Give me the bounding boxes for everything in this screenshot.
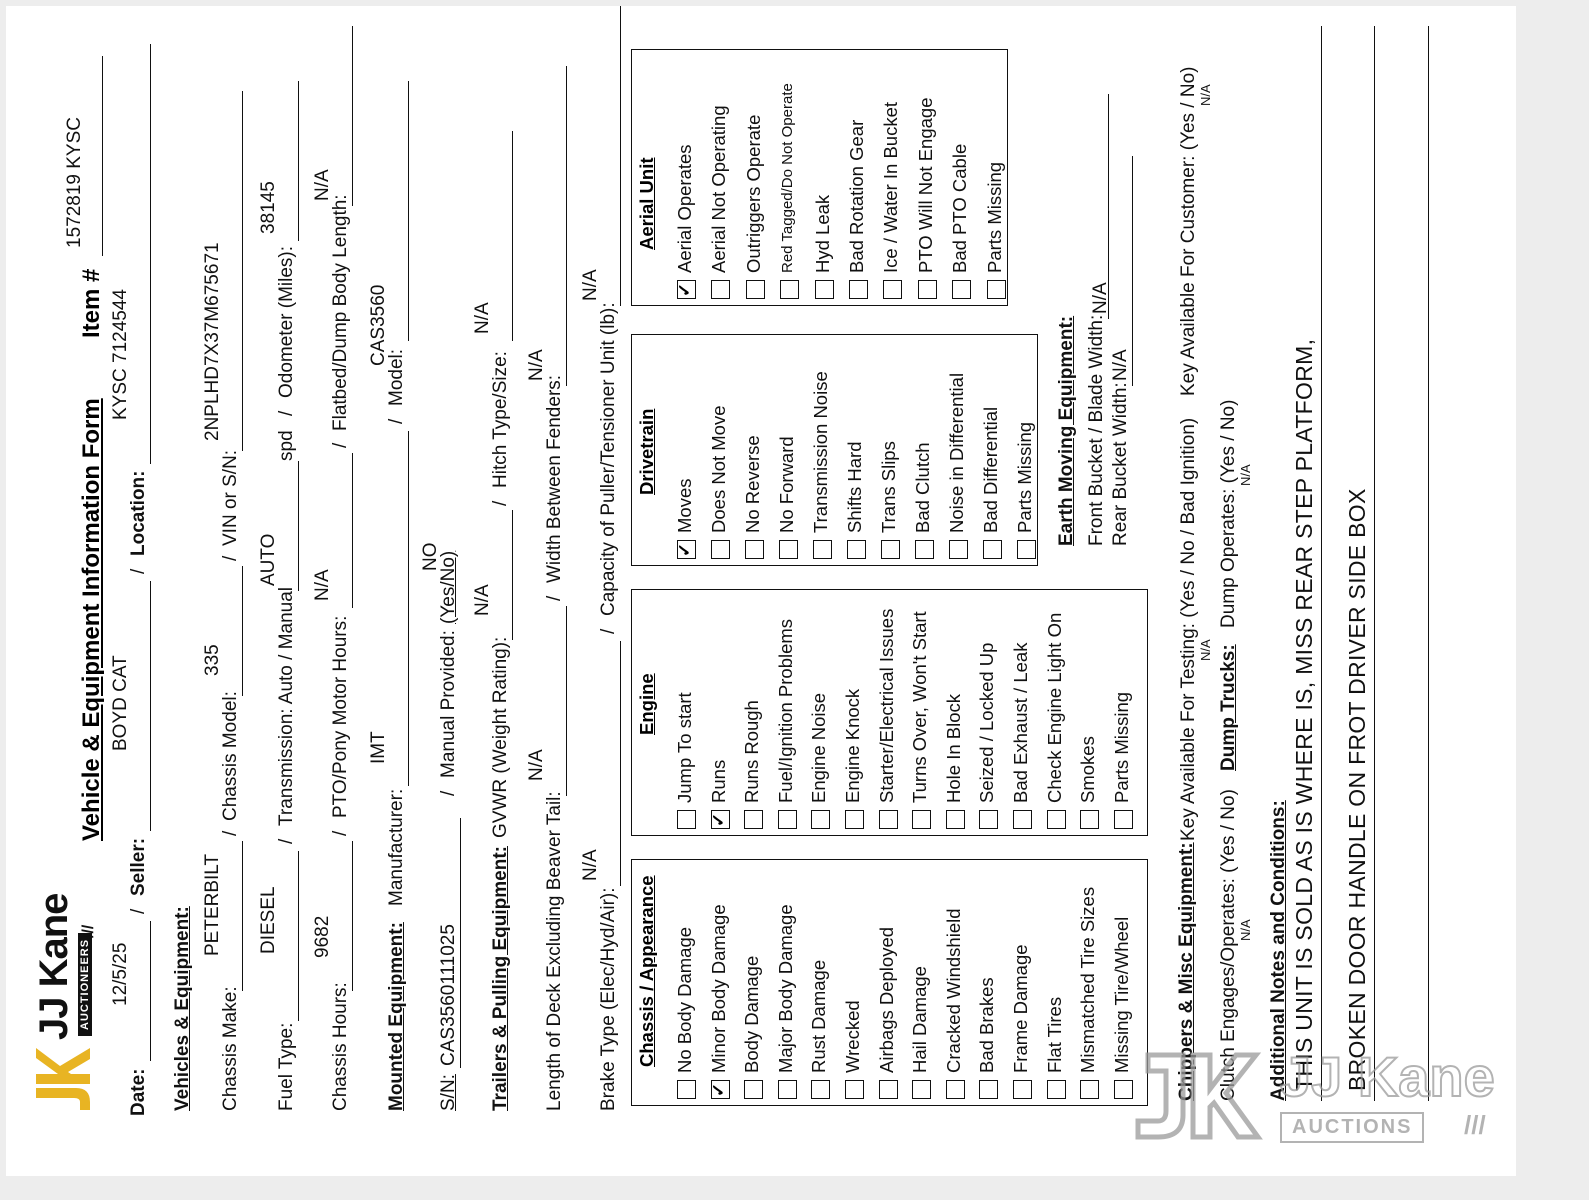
checkmark-icon: ✓	[708, 1082, 728, 1097]
engine-item[interactable]	[943, 541, 977, 829]
engine-item[interactable]	[842, 541, 876, 829]
form-title: Vehicle & Equipment Information Form	[78, 398, 105, 841]
chassis-appearance-checkbox[interactable]	[979, 1080, 998, 1099]
transmission-underline	[298, 461, 299, 591]
engine-item[interactable]	[1010, 541, 1044, 829]
drivetrain-item-label: Bad Clutch	[912, 442, 933, 533]
watermark-sub: AUCTIONS	[1280, 1112, 1424, 1143]
aerial-item[interactable]	[984, 121, 1018, 299]
rear-bucket-underline	[1132, 156, 1133, 386]
model-value: CAS3560	[368, 284, 389, 366]
chassis-appearance-item-label: Mismatched Tire Sizes	[1077, 886, 1099, 1073]
chassis-appearance-item-label: Flat Tires	[1043, 996, 1065, 1073]
chassis-appearance-item[interactable]	[976, 811, 1010, 1099]
earth-moving-heading: Earth Moving Equipment:	[1056, 315, 1077, 546]
drivetrain-item[interactable]	[674, 331, 708, 559]
engine-item[interactable]	[1044, 541, 1078, 829]
engine-checkbox[interactable]	[1047, 810, 1066, 829]
aerial-checkbox[interactable]	[677, 280, 696, 299]
transmission-label: Transmission: Auto / Manual	[276, 586, 297, 826]
clutch-value: N/A	[1238, 919, 1253, 941]
engine-checkbox[interactable]	[811, 810, 830, 829]
hitch-value: N/A	[472, 302, 493, 334]
sn-label: S/N:	[438, 1074, 459, 1111]
deck-label: Length of Deck Excluding Beaver Tail:	[544, 791, 565, 1111]
aerial-item[interactable]	[812, 121, 846, 299]
chassis-appearance-checkbox[interactable]	[744, 1080, 763, 1099]
drivetrain-item-label: Moves	[674, 478, 695, 533]
mounted-heading: Mounted Equipment:	[386, 922, 407, 1111]
chassis-appearance-checkbox[interactable]	[1013, 1080, 1032, 1099]
chassis-appearance-item[interactable]	[775, 811, 809, 1099]
aerial-item[interactable]	[708, 105, 742, 299]
puller-value: N/A	[580, 269, 601, 301]
vehicles-heading: Vehicles & Equipment:	[172, 906, 193, 1111]
slash-12: /	[544, 595, 565, 601]
drivetrain-item-label: Bad Differential	[980, 406, 1001, 533]
fenders-label: Width Between Fenders:	[544, 374, 565, 583]
chassis-appearance-item-label: Minor Body Damage	[707, 904, 729, 1073]
chassis-appearance-item-label: Bad Brakes	[976, 977, 998, 1073]
engine-item[interactable]	[909, 541, 943, 829]
engine-item-label: Engine Noise	[808, 692, 830, 803]
pto-label: PTO/Pony Motor Hours:	[330, 615, 351, 818]
chassis-appearance-checkbox[interactable]	[912, 1080, 931, 1099]
chassis-make-value: PETERBILT	[202, 853, 223, 956]
manual-value: NO	[420, 542, 441, 571]
chassis-appearance-item[interactable]	[674, 811, 708, 1099]
manual-label: Manual Provided:	[438, 630, 459, 778]
aerial-checkbox[interactable]	[849, 280, 868, 299]
chassis-appearance-checkbox[interactable]	[946, 1080, 965, 1099]
aerial-item[interactable]	[949, 121, 983, 299]
engine-item[interactable]	[708, 541, 742, 829]
aerial-checkbox[interactable]	[987, 280, 1006, 299]
vin-underline	[242, 91, 243, 451]
engine-item-label: Hole In Block	[942, 694, 964, 803]
drivetrain-item[interactable]	[742, 331, 776, 559]
key-customer-label: Key Available For Customer: (Yes / No)	[1178, 66, 1199, 396]
gvwr-label: GVWR (Weight Rating):	[490, 636, 511, 838]
chassis-appearance-checkbox[interactable]	[778, 1080, 797, 1099]
aerial-item-label: PTO Will Not Engage	[914, 97, 936, 273]
puller-underline	[620, 6, 621, 306]
engine-checkbox[interactable]	[1080, 810, 1099, 829]
engine-item-label: Smokes	[1077, 736, 1099, 803]
slash-13: /	[598, 628, 619, 634]
dump-label: Dump Operates: (Yes / No)	[1218, 399, 1239, 628]
slash-5: /	[276, 838, 297, 844]
drivetrain-checkbox[interactable]	[813, 540, 832, 559]
chassis-appearance-item-label: No Body Damage	[674, 926, 695, 1073]
watermark-text: JJ Kane	[1280, 1045, 1495, 1108]
chassis-appearance-item-label: Cracked Windshield	[942, 908, 964, 1073]
aerial-checkbox[interactable]	[711, 280, 730, 299]
aerial-item-label: Bad Rotation Gear	[846, 119, 867, 273]
engine-item[interactable]	[674, 541, 708, 829]
front-bucket-value: N/A	[1090, 282, 1111, 314]
vin-label: VIN or S/N:	[220, 449, 241, 546]
chassis-appearance-box	[631, 859, 1148, 1106]
chassis-appearance-item[interactable]	[1044, 811, 1078, 1099]
flatbed-label: Flatbed/Dump Body Length:	[330, 194, 351, 431]
item-underline	[102, 56, 103, 256]
checkmark-icon: ✓	[708, 812, 728, 827]
location-label: Location:	[128, 470, 149, 556]
watermark-jk-icon	[1128, 1045, 1278, 1145]
engine-item-label: Parts Missing	[1110, 691, 1132, 803]
model-label: Model:	[386, 348, 407, 406]
drivetrain-checkbox[interactable]	[847, 540, 866, 559]
aerial-item-label: Hyd Leak	[811, 194, 833, 273]
drivetrain-item[interactable]	[1014, 331, 1048, 559]
aerial-item[interactable]	[846, 121, 880, 299]
pto-underline	[352, 453, 353, 608]
slash-2: /	[128, 568, 149, 574]
chassis-hours-underline	[352, 841, 353, 991]
chassis-appearance-item[interactable]	[708, 811, 742, 1099]
drivetrain-item[interactable]	[810, 331, 844, 559]
engine-checkbox[interactable]	[708, 810, 730, 829]
aerial-item-label: Red Tagged/Do Not Operate	[779, 83, 797, 273]
key-testing-value: N/A	[1198, 639, 1213, 661]
puller-label: Capacity of Puller/Tensioner Unit (lb):	[598, 302, 619, 616]
jk-logo-icon	[28, 1046, 98, 1116]
aerial-checkbox[interactable]	[883, 280, 902, 299]
slash-1: /	[128, 908, 149, 914]
chassis-appearance-item-label: Missing Tire/Wheel	[1110, 916, 1132, 1073]
watermark	[1128, 1040, 1528, 1150]
date-label: Date:	[128, 1068, 149, 1116]
chassis-appearance-item[interactable]	[808, 811, 842, 1099]
engine-heading: Engine	[636, 673, 657, 735]
chassis-appearance-item[interactable]	[1077, 811, 1111, 1099]
drivetrain-checkbox[interactable]	[711, 540, 730, 559]
form-page	[6, 6, 1516, 1176]
chassis-make-underline	[242, 841, 243, 991]
drivetrain-checkbox[interactable]	[949, 540, 968, 559]
misc-heading: Chippers & Misc Equipment:	[1176, 842, 1197, 1101]
dump-value: N/A	[1238, 464, 1253, 486]
slash-3: /	[220, 830, 241, 836]
drivetrain-item-label: Shifts Hard	[844, 441, 865, 533]
slash-8: /	[330, 442, 351, 448]
odometer-underline	[298, 81, 299, 241]
engine-checkbox[interactable]	[912, 810, 931, 829]
aerial-item[interactable]	[777, 83, 811, 299]
fenders-value: N/A	[526, 349, 547, 381]
key-testing-label: Key Available For Testing: (Yes / No / Bad Ignition)	[1178, 417, 1199, 841]
brake-value: N/A	[580, 849, 601, 881]
aerial-item-label: Ice / Water In Bucket	[880, 101, 902, 273]
manufacturer-value: IMT	[368, 731, 389, 764]
rotated-form	[6, 6, 1516, 1176]
engine-item[interactable]	[1111, 541, 1145, 829]
chassis-appearance-item-label: Hail Damage	[909, 966, 931, 1073]
notes-line-1-text: THIS UNIT IS SOLD AS IS WHERE IS, MISS REAR STEP PLATFORM,	[1291, 338, 1317, 1091]
front-bucket-label: Front Bucket / Blade Width:	[1086, 314, 1107, 546]
odometer-label: Odometer (Miles):	[276, 245, 297, 398]
slash-6: /	[276, 410, 297, 416]
drivetrain-item-label: No Forward	[776, 436, 797, 533]
drivetrain-item-label: No Reverse	[742, 435, 763, 533]
drivetrain-item-label: Transmission Noise	[810, 371, 831, 533]
manufacturer-underline	[408, 431, 409, 786]
deck-value: N/A	[526, 749, 547, 781]
chassis-appearance-item[interactable]	[842, 811, 876, 1099]
sn-underline	[460, 818, 461, 1068]
drivetrain-item[interactable]	[946, 331, 980, 559]
chassis-appearance-item[interactable]	[909, 811, 943, 1099]
transmission-value: AUTO	[258, 533, 279, 586]
notes-line-2	[1374, 26, 1375, 1101]
engine-item[interactable]	[1077, 541, 1111, 829]
drivetrain-item[interactable]	[980, 331, 1014, 559]
aerial-item-label: Bad PTO Cable	[949, 143, 971, 273]
engine-item[interactable]	[808, 541, 842, 829]
drivetrain-item[interactable]	[708, 331, 742, 559]
spd-label: spd	[276, 430, 297, 461]
model-underline	[408, 81, 409, 341]
aerial-box	[631, 49, 1008, 306]
key-customer-value: N/A	[1198, 84, 1213, 106]
date-underline	[150, 921, 151, 1061]
vin-value: 2NPLHD7X37M675671	[202, 242, 223, 441]
notes-line-1	[1321, 26, 1322, 1101]
chassis-appearance-item-label: Frame Damage	[1010, 944, 1031, 1073]
aerial-checkbox[interactable]	[952, 280, 971, 299]
drivetrain-checkbox[interactable]	[779, 540, 798, 559]
pto-value: N/A	[312, 569, 333, 601]
gvwr-underline	[512, 510, 513, 640]
seller-underline	[150, 581, 151, 831]
aerial-checkbox[interactable]	[815, 280, 834, 299]
chassis-model-value: 335	[202, 644, 223, 676]
engine-item-label: Runs	[707, 759, 729, 803]
engine-checkbox[interactable]	[879, 810, 898, 829]
chassis-model-underline	[242, 566, 243, 696]
engine-item-label: Runs Rough	[741, 700, 763, 803]
location-underline	[150, 44, 151, 464]
engine-box	[631, 589, 1148, 836]
notes-line-2-text: BROKEN DOOR HANDLE ON FROT DRIVER SIDE BOX	[1344, 488, 1370, 1091]
engine-item-label: Seized / Locked Up	[976, 642, 998, 803]
drivetrain-checkbox[interactable]	[983, 540, 1002, 559]
engine-item[interactable]	[976, 541, 1010, 829]
manufacturer-label: Manufacturer:	[386, 788, 407, 906]
drivetrain-item-label: Does Not Move	[708, 405, 729, 533]
aerial-item[interactable]	[880, 101, 914, 299]
engine-checkbox[interactable]	[1114, 810, 1133, 829]
flatbed-underline	[352, 26, 353, 206]
trailers-heading: Trailers & Pulling Equipment:	[490, 846, 511, 1111]
sn-value: CAS3560111025	[438, 924, 459, 1066]
location-value: KYSC 7124544	[110, 289, 131, 420]
slash-11: /	[490, 500, 511, 506]
aerial-item-label: Outriggers Operate	[742, 114, 764, 273]
slash-10: /	[438, 790, 459, 796]
drivetrain-box	[631, 334, 1038, 566]
engine-item-label: Bad Exhaust / Leak	[1010, 642, 1031, 803]
chassis-hours-label: Chassis Hours:	[330, 982, 351, 1111]
drivetrain-item[interactable]	[776, 331, 810, 559]
engine-item-label: Turns Over, Won't Start	[909, 611, 931, 803]
fuel-underline	[298, 851, 299, 1021]
drivetrain-item[interactable]	[844, 331, 878, 559]
aerial-checkbox[interactable]	[918, 280, 937, 299]
engine-checkbox[interactable]	[677, 810, 696, 829]
logo-sub: AUCTIONEERS	[78, 933, 92, 1036]
engine-item-label: Jump To start	[674, 692, 695, 803]
drivetrain-checkbox[interactable]	[677, 540, 696, 559]
engine-checkbox[interactable]	[778, 810, 797, 829]
logo-text: JJ Kane	[32, 893, 76, 1040]
checkmark-icon: ✓	[675, 282, 694, 297]
seller-label: Seller:	[128, 837, 149, 896]
chassis-appearance-checkbox[interactable]	[1047, 1080, 1066, 1099]
drivetrain-item-label: Trans Slips	[878, 441, 899, 533]
manual-options: (Yes/No)	[438, 550, 459, 624]
chassis-appearance-item-label: Airbags Deployed	[875, 926, 897, 1073]
deck-underline	[566, 606, 567, 796]
drivetrain-checkbox[interactable]	[915, 540, 934, 559]
chassis-appearance-item[interactable]	[741, 811, 775, 1099]
engine-checkbox[interactable]	[845, 810, 864, 829]
chassis-appearance-item[interactable]	[876, 811, 910, 1099]
chassis-appearance-item[interactable]	[943, 811, 977, 1099]
hitch-underline	[512, 131, 513, 341]
engine-item[interactable]	[741, 541, 775, 829]
slash-4: /	[220, 555, 241, 561]
watermark-slash-icon: ///	[1464, 1110, 1486, 1140]
aerial-item[interactable]	[914, 97, 949, 299]
slash-9: /	[386, 418, 407, 424]
brake-label: Brake Type (Elec/Hyd/Air):	[598, 887, 619, 1111]
engine-checkbox[interactable]	[979, 810, 998, 829]
aerial-checkbox[interactable]	[746, 280, 765, 299]
odometer-value: 38145	[258, 181, 279, 234]
drivetrain-heading: Drivetrain	[636, 408, 657, 495]
engine-checkbox[interactable]	[1013, 810, 1032, 829]
engine-item-label: Starter/Electrical Issues	[875, 608, 897, 803]
item-value: 1572819 KYSC	[64, 117, 85, 248]
notes-heading: Additional Notes and Conditions:	[1268, 800, 1289, 1101]
engine-item[interactable]	[775, 541, 809, 829]
chassis-model-label: Chassis Model:	[220, 691, 241, 821]
aerial-item[interactable]	[742, 114, 777, 299]
engine-item[interactable]	[876, 541, 910, 829]
fuel-value: DIESEL	[258, 886, 279, 954]
fenders-underline	[566, 66, 567, 386]
chassis-appearance-checkbox[interactable]	[879, 1080, 898, 1099]
drivetrain-item-label: Parts Missing	[1014, 421, 1035, 533]
drivetrain-item[interactable]	[878, 331, 912, 559]
date-value: 12/5/25	[110, 942, 131, 1006]
aerial-item-label: Parts Missing	[983, 161, 1005, 273]
chassis-appearance-checkbox[interactable]	[811, 1080, 830, 1099]
chassis-hours-value: 9682	[312, 915, 333, 958]
item-label: Item #	[78, 268, 105, 338]
chassis-appearance-item-label: Rust Damage	[808, 959, 830, 1073]
drivetrain-item-label: Noise in Differential	[946, 372, 967, 533]
chassis-appearance-item[interactable]	[1010, 811, 1044, 1099]
aerial-item[interactable]	[674, 121, 708, 299]
engine-checkbox[interactable]	[744, 810, 763, 829]
aerial-item-label: Aerial Not Operating	[708, 105, 730, 273]
aerial-item-label: Aerial Operates	[674, 144, 695, 273]
hitch-label: Hitch Type/Size:	[490, 351, 511, 488]
engine-item-label: Engine Knock	[842, 688, 863, 803]
checkmark-icon: ✓	[675, 542, 694, 557]
drivetrain-checkbox[interactable]	[745, 540, 764, 559]
chassis-appearance-checkbox[interactable]	[708, 1080, 730, 1099]
seller-value: BOYD CAT	[110, 655, 131, 751]
clutch-label: Clutch Engages/Operates: (Yes / No)	[1218, 789, 1239, 1101]
chassis-appearance-checkbox[interactable]	[1080, 1080, 1099, 1099]
slash-7: /	[330, 830, 351, 836]
chassis-make-label: Chassis Make:	[220, 986, 241, 1111]
brake-underline	[620, 641, 621, 886]
flatbed-value: N/A	[312, 169, 333, 201]
rear-bucket-value: N/A	[1110, 349, 1131, 381]
jjk-logo	[24, 893, 104, 1116]
aerial-heading: Aerial Unit	[636, 157, 657, 250]
chassis-appearance-heading: Chassis / Appearance	[636, 875, 657, 1067]
aerial-checkbox[interactable]	[780, 280, 799, 299]
chassis-appearance-item-label: Major Body Damage	[774, 904, 796, 1073]
chassis-appearance-checkbox[interactable]	[845, 1080, 864, 1099]
engine-item-label: Fuel/Ignition Problems	[774, 618, 796, 803]
dump-heading: Dump Trucks:	[1218, 644, 1239, 771]
chassis-appearance-item-label: Wrecked	[842, 1000, 863, 1073]
fuel-label: Fuel Type:	[276, 1022, 297, 1111]
drivetrain-checkbox[interactable]	[1017, 540, 1036, 559]
chassis-appearance-checkbox[interactable]	[677, 1080, 696, 1099]
rear-bucket-label: Rear Bucket Width:	[1110, 382, 1131, 546]
engine-item-label: Check Engine Light On	[1043, 612, 1065, 803]
logo-slash-icon: ///	[80, 924, 97, 938]
drivetrain-item[interactable]	[912, 331, 946, 559]
chassis-appearance-item-label: Body Damage	[741, 955, 763, 1073]
engine-checkbox[interactable]	[946, 810, 965, 829]
gvwr-value: N/A	[472, 584, 493, 616]
drivetrain-checkbox[interactable]	[881, 540, 900, 559]
notes-line-3	[1428, 26, 1429, 1101]
